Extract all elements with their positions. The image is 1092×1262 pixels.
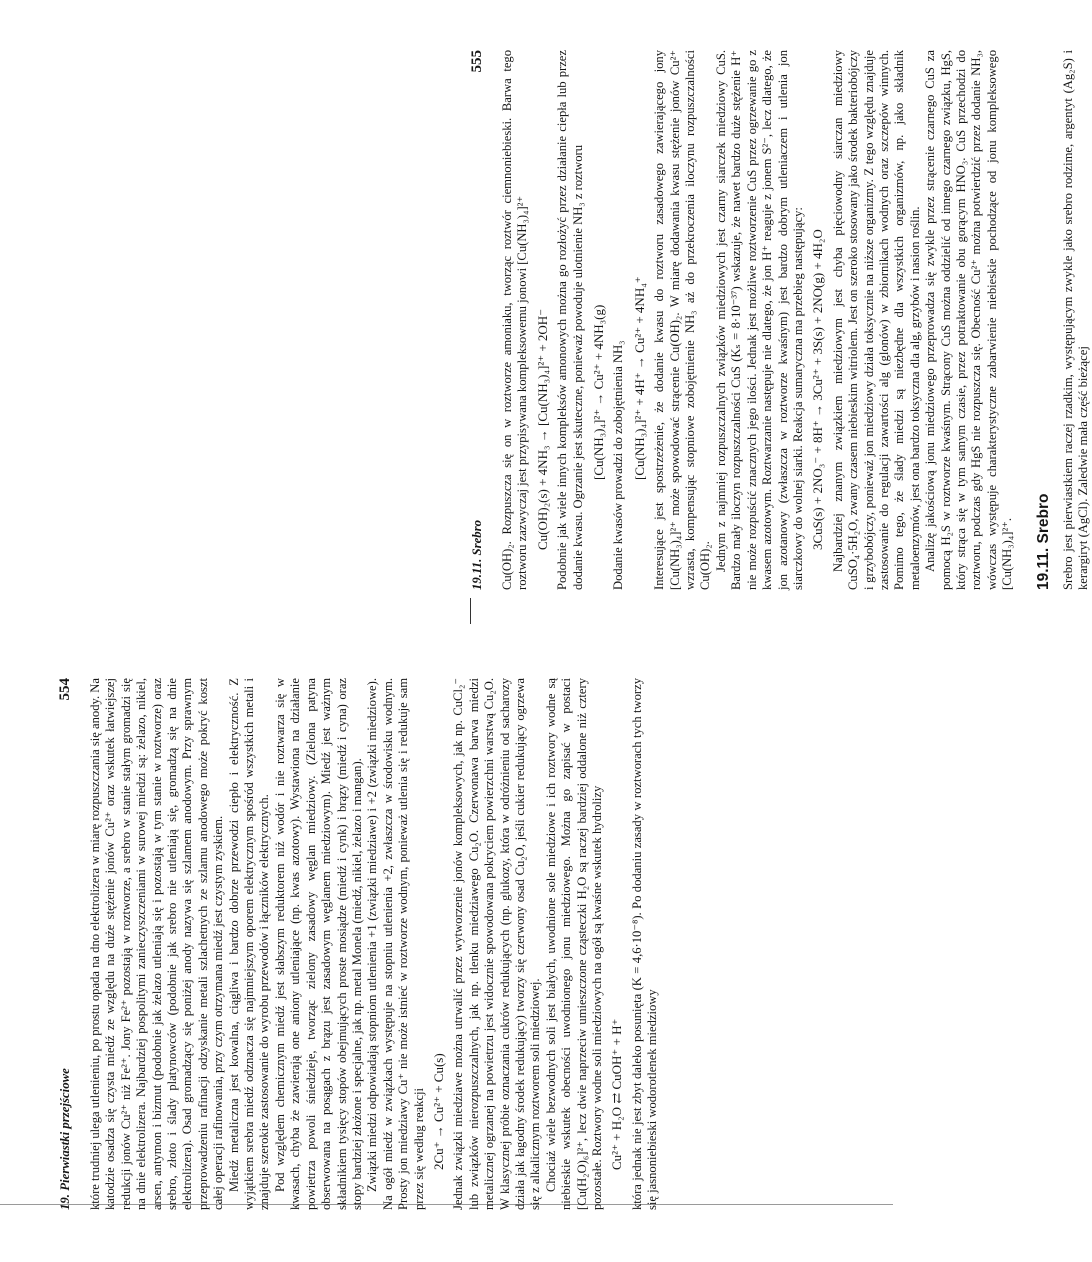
paragraph: Chociaż wiele bezwodnych soli jest białych, uwodnione sole miedziowe i ich roztwory wodne są niebieskie wskutek obecności uwodnionego jonu miedziowego. Można go zapisać w postaci [Cu(H₂O)₆]²⁺, lecz dwie naprzeciw umieszczone cząsteczki H₂O są raczej bardziej oddalone niż cztery pozostałe. Roztwory wodne soli miedziowych na ogół są kwaśne wskutek hydrolizy (543, 678, 604, 1210)
paragraph: Interesujące jest spostrzeżenie, że dodanie kwasu do roztworu zasadowego zawierającego jony [Cu(NH₃)₄]²⁺ może spowodować strącenie Cu(OH)₂. W miarę dodawania kwasu stężenie jonów Cu²⁺ wzrasta, kompensując stopniowe zobojętnienie NH₃ aż do przekroczenia iloczynu rozpuszczalności Cu(OH)₂. (652, 50, 713, 590)
paragraph: Cu(OH)₂. Rozpuszcza się on w roztworze amoniaku, tworząc roztwór ciemnoniebieski. Barwa tego roztworu zazwyczaj jest przypisywana kompleksowemu jonowi [Cu(NH₃)₄]²⁺ (500, 50, 530, 590)
running-title: 19. Pierwiastki przejściowe (58, 1068, 72, 1210)
page-554 (57, 678, 660, 1210)
paragraph: Jednym z najmniej rozpuszczalnych związków miedziowych jest czarny siarczek miedziowy CuS. Bardzo mały iloczyn rozpuszczalności CuS (Kₛ = 8·10⁻³⁷) wskazuje, że nawet bardzo duże stężenie H⁺ nie może rozpuścić znacznych jego ilości. Jednak jest możliwe roztworzenie CuS przez ogrzewanie go z kwasem azotowym. Roztwarzanie następuje nie dlatego, że jon H⁺ reaguje z jonem S²⁻, lecz dlatego, że jon azotanowy (zwłaszcza w roztworze kwaśnym) jest bardzo dobrym utleniaczem i utlenia jon siarczkowy do wolnej siarki. Reakcja sumaryczna ma przebieg następujący: (713, 50, 805, 590)
page-number: 555 (469, 50, 485, 73)
paragraph: Miedź metaliczna jest kowalna, ciągliwa i bardzo dobrze przewodzi ciepło i elektryczność. Z wyjątkiem srebra miedź odznacza się najmniejszym oporem elektrycznym spośród wszystkich metali i znajduje szerokie zastosowanie do wyrobu przewodów i łączników elektrycznych. (226, 678, 272, 1210)
paragraph: Srebro jest pierwiastkiem raczej rzadkim, występującym zwykle jako srebro rodzime, argentyt (Ag₂S) i kerargiryt (AgCl). Zaledwie mała część bieżącej (1061, 50, 1091, 590)
page-number: 554 (57, 678, 73, 701)
gutter-mark (470, 598, 471, 624)
paragraph: Pod względem chemicznym miedź jest słabszym reduktorem niż wodór i nie roztwarza się w kwasach, chyba że zawierają one aniony utleniające (np. kwas azotowy). Wystawiona na działanie powietrza powoli śniedzieje, tworząc zielony zasadowy węglan miedziowy. (Zielona patyna obserwowana na posągach z brązu jest zasadowym węglanem miedziowym). Miedź jest ważnym składnikiem tysięcy stopów obejmujących proste mosiądze (miedź i cynk) i brązy (miedź i cyna) oraz stopy bardziej złożone i specjalne, jak np. metal Monela (miedź, nikiel, żelazo i mangan). (272, 678, 364, 1210)
equation: 2Cu⁺ → Cu²⁺ + Cu(s) (430, 1053, 446, 1170)
page-header (470, 50, 492, 590)
equation: [Cu(NH₃)₄]²⁺ + 4H⁺ → Cu²⁺ + 4NH₄⁺ (631, 276, 647, 480)
equation: Cu(OH)₂(s) + 4NH₃ → [Cu(NH₃)₄]²⁺ + 2OH⁻ (534, 308, 550, 550)
page-header (58, 678, 80, 1210)
paragraph: Związki miedzi odpowiadają stopniom utlenienia +1 (związki miedziawe) i +2 (związki miedziowe). Na ogół miedź w związkach występuje na stopniu utlenienia +2, zwłaszcza w środowisku wodnym. Prosty jon miedziawy Cu⁺ nie może istnieć w roztworze wodnym, ponieważ utlenia się i redukuje sam przez się według reakcji (365, 678, 426, 1210)
section-heading: 19.11. Srebro (1034, 493, 1052, 590)
equation: 3CuS(s) + 2NO₃⁻ + 8H⁺ → 3Cu²⁺ + 3S(s) + 2NO(g) + 4H₂O (810, 229, 826, 550)
paragraph: Podobnie jak wiele innych kompleksów amonowych można go rozłożyć przez działanie ciepła lub przez dodanie kwasu. Ogrzanie jest skuteczne, ponieważ powoduje ulotnienie NH₃ z roztworu (555, 50, 585, 590)
paragraph: Jednak związki miedziawe można utrwalić przez wytworzenie jonów kompleksowych, jak np. CuCl₂⁻ lub związków nierozpuszczalnych, jak np. tlenku miedziawego Cu₂O. Czerwonawa barwa miedzi metalicznej ogrzanej na powietrzu jest widocznie spowodowana pokryciem powierzchni warstwą Cu₂O. W klasycznej próbie oznaczania cukrów redukujących (np. glukozy, która w odróżnieniu od sacharozy działa jak łagodny środek redukujący) tworzy się czerwony osad Cu₂O, jeśli cukier redukujący ogrzewa się z alkalicznym roztworem soli miedziowej. (451, 678, 543, 1210)
page-555 (469, 50, 1091, 590)
paragraph: które trudniej ulega utlenieniu, po prostu opada na dno elektrolizera w miarę rozpuszczania się anody. Na katodzie osadza się czysta miedź ze względu na duże stężenie jonów Cu²⁺ oraz wskutek łatwiejszej redukcji jonów Cu²⁺ niż Fe²⁺. Jony Fe²⁺ pozostają w roztworze, a srebro w stanie stałym gromadzi się na dnie elektrolizera. Najbardziej pospolitymi zanieczyszczeniami w surowej miedzi są: żelazo, nikiel, arsen, antymon i bizmut (podobnie jak żelazo utleniają się i pozostają w tym stanie w roztworze) oraz srebro, złoto i ślady platynowców (podobnie jak srebro nie utleniają się, gromadzą się na dnie elektrolizera). Osad gromadzący się poniżej anody nazywa się szlamem anodowym. Przy sprawnym przeprowadzeniu rafinacji odzyskanie metali szlachetnych ze szlamu anodowego może pokryć koszt całej operacji rafinowania, przy czym otrzymana miedź jest czystym zyskiem. (88, 678, 226, 1210)
equation: Cu²⁺ + H₂O ⇄ CuOH⁺ + H⁺ (609, 1018, 625, 1170)
running-title: 19.11. Srebro (470, 519, 484, 590)
paragraph: która jednak nie jest zbyt daleko posunięta (K = 4,6·10⁻⁸). Po dodaniu zasady w roztworach tych tworzy się jasnoniebieski wodorotlenek miedziowy (629, 678, 660, 1210)
paragraph: Najbardziej znanym związkiem miedziowym jest chyba pięciowodny siarczan miedziowy CuSO₄·5H₂O, zwany czasem niebieskim witriolem. Jest on szeroko stosowany jako środek bakteriobójczy i grzybobójczy, ponieważ jon miedziowy działa toksycznie na niższe organizmy. Z tego względu znajduje zastosowanie do regulacji zawartości alg (glonów) w zbiornikach wodnych oraz szczepów winnych. Pomimo tego, że ślady miedzi są niezbędne dla wszystkich organizmów, np. jako składnik metaloenzymów, jest ona bardzo toksyczna dla alg, grzybów i nasion roślin. (830, 50, 922, 590)
paragraph: Dodanie kwasów prowadzi do zobojętnienia NH₃ (611, 340, 626, 590)
equation: [Cu(NH₃)₄]²⁺ → Cu²⁺ + 4NH₃(g) (591, 304, 607, 480)
paragraph: Analizę jakościową jonu miedziowego przeprowadza się zwykle przez strącenie czarnego CuS za pomocą H₂S w roztworze kwaśnym. Strącony CuS można oddzielić od innego czarnego związku, HgS, który strąca się w tym samym czasie, przez potraktowanie obu gorącym HNO₃. CuS przechodzi do roztworu, podczas gdy HgS nie rozpuszcza się. Obecność Cu²⁺ można potwierdzić przez dodanie NH₃, wówczas występuje charakterystyczne zabarwienie niebieskie pochodzące od jonu kompleksowego [Cu(NH₃)₄]²⁺. (923, 50, 1015, 590)
